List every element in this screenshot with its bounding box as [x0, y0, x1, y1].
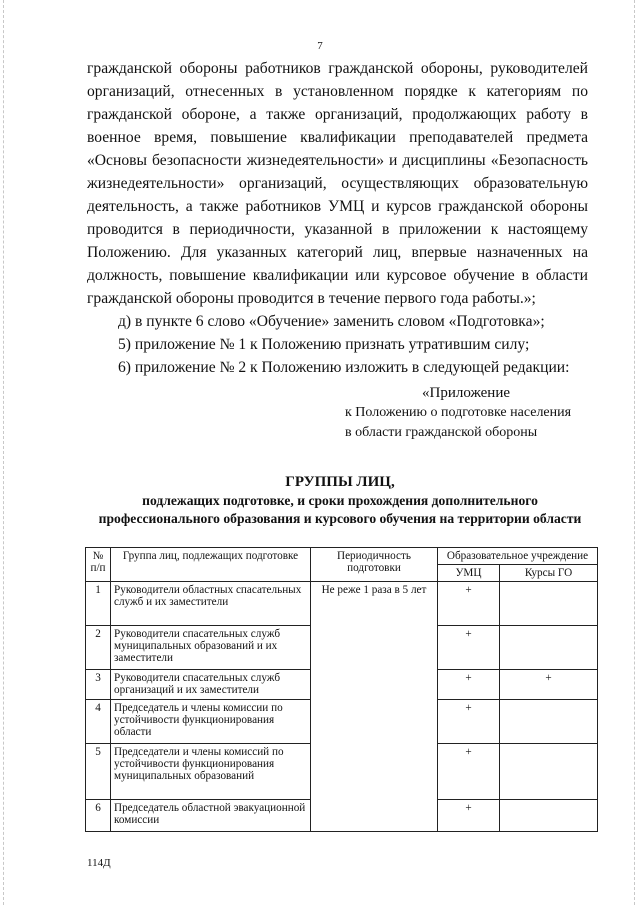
row-courses [500, 582, 598, 626]
row-umc: + [438, 700, 500, 744]
row-courses [500, 700, 598, 744]
row-umc: + [438, 670, 500, 700]
header-umc: УМЦ [438, 565, 500, 582]
table-row [86, 582, 598, 626]
row-umc: + [438, 744, 500, 800]
paragraph-item-5: 5) приложение № 1 к Положению признать утратившим силу; [118, 336, 530, 353]
row-courses [500, 744, 598, 800]
row-group: Председатель и члены комиссии по устойчивости функционирования области [111, 700, 311, 744]
header-period: Периодичность подготовки [311, 548, 438, 582]
scan-edge-right [634, 0, 636, 905]
row-umc: + [438, 626, 500, 670]
appendix-reference [345, 383, 571, 443]
appendix-line-2: к Положению о подготовке населения [345, 405, 572, 420]
paragraph-continuation: гражданской обороны работников гражданской обороны, руководителей организаций, отнесенных в установленном порядке к категориям по гражданской обороне, а также организаций, продолжающих работу в военное время, повышение квалификации преподавателей предмета «Основы безопасности жизнедеятельности» и дисциплины «Безопасность жизнедеятельности» организаций, осуществляющих образовательную деятельность, а также работников УМЦ и курсов гражданской обороны проводится в периодичности, указанной в приложении к настоящему Положению. Для указанных категорий лиц, впервые назначенных на должность, повышение квалификации или курсовое обучение в области гражданской обороны проводится в течение первого года работы.»; [87, 60, 588, 307]
row-num: 4 [86, 700, 111, 744]
row-num: 1 [86, 582, 111, 626]
row-courses: + [500, 670, 598, 700]
appendix-line-3: в области гражданской обороны [345, 425, 538, 440]
row-num: 2 [86, 626, 111, 670]
row-num: 5 [86, 744, 111, 800]
heading-subtitle: подлежащих подготовке, и сроки прохождения дополнительного профессионального образования и курсового обучения на территории области [98, 493, 582, 526]
header-institution: Образовательное учреждение [438, 548, 598, 565]
heading-title: ГРУППЫ ЛИЦ, [285, 474, 395, 490]
row-group: Председатели и члены комиссий по устойчивости функционирования муниципальных образований [111, 744, 311, 800]
paragraph-item-d: д) в пункте 6 слово «Обучение» заменить словом «Подготовка»; [118, 313, 545, 330]
row-num: 3 [86, 670, 111, 700]
groups-table [85, 547, 598, 832]
appendix-line-1: «Приложение [422, 385, 511, 401]
page-number: 7 [317, 40, 323, 52]
period-cell: Не реже 1 раза в 5 лет [311, 582, 438, 832]
row-group: Руководители областных спасательных служб и их заместители [111, 582, 311, 626]
header-courses: Курсы ГО [500, 565, 598, 582]
table-heading [80, 472, 600, 528]
row-umc: + [438, 800, 500, 832]
row-num: 6 [86, 800, 111, 832]
row-courses [500, 626, 598, 670]
footer-code: 114Д [87, 857, 111, 869]
row-umc: + [438, 582, 500, 626]
body-text [87, 57, 588, 379]
row-group: Руководители спасательных служб муниципальных образований и их заместители [111, 626, 311, 670]
scan-edge-left [3, 0, 5, 905]
paragraph-item-6: 6) приложение № 2 к Положению изложить в следующей редакции: [118, 359, 570, 376]
row-courses [500, 800, 598, 832]
header-num: № п/п [86, 548, 111, 582]
row-group: Председатель областной эвакуационной комиссии [111, 800, 311, 832]
row-group: Руководители спасательных служб организаций и их заместители [111, 670, 311, 700]
header-group: Группа лиц, подлежащих подготовке [111, 548, 311, 582]
